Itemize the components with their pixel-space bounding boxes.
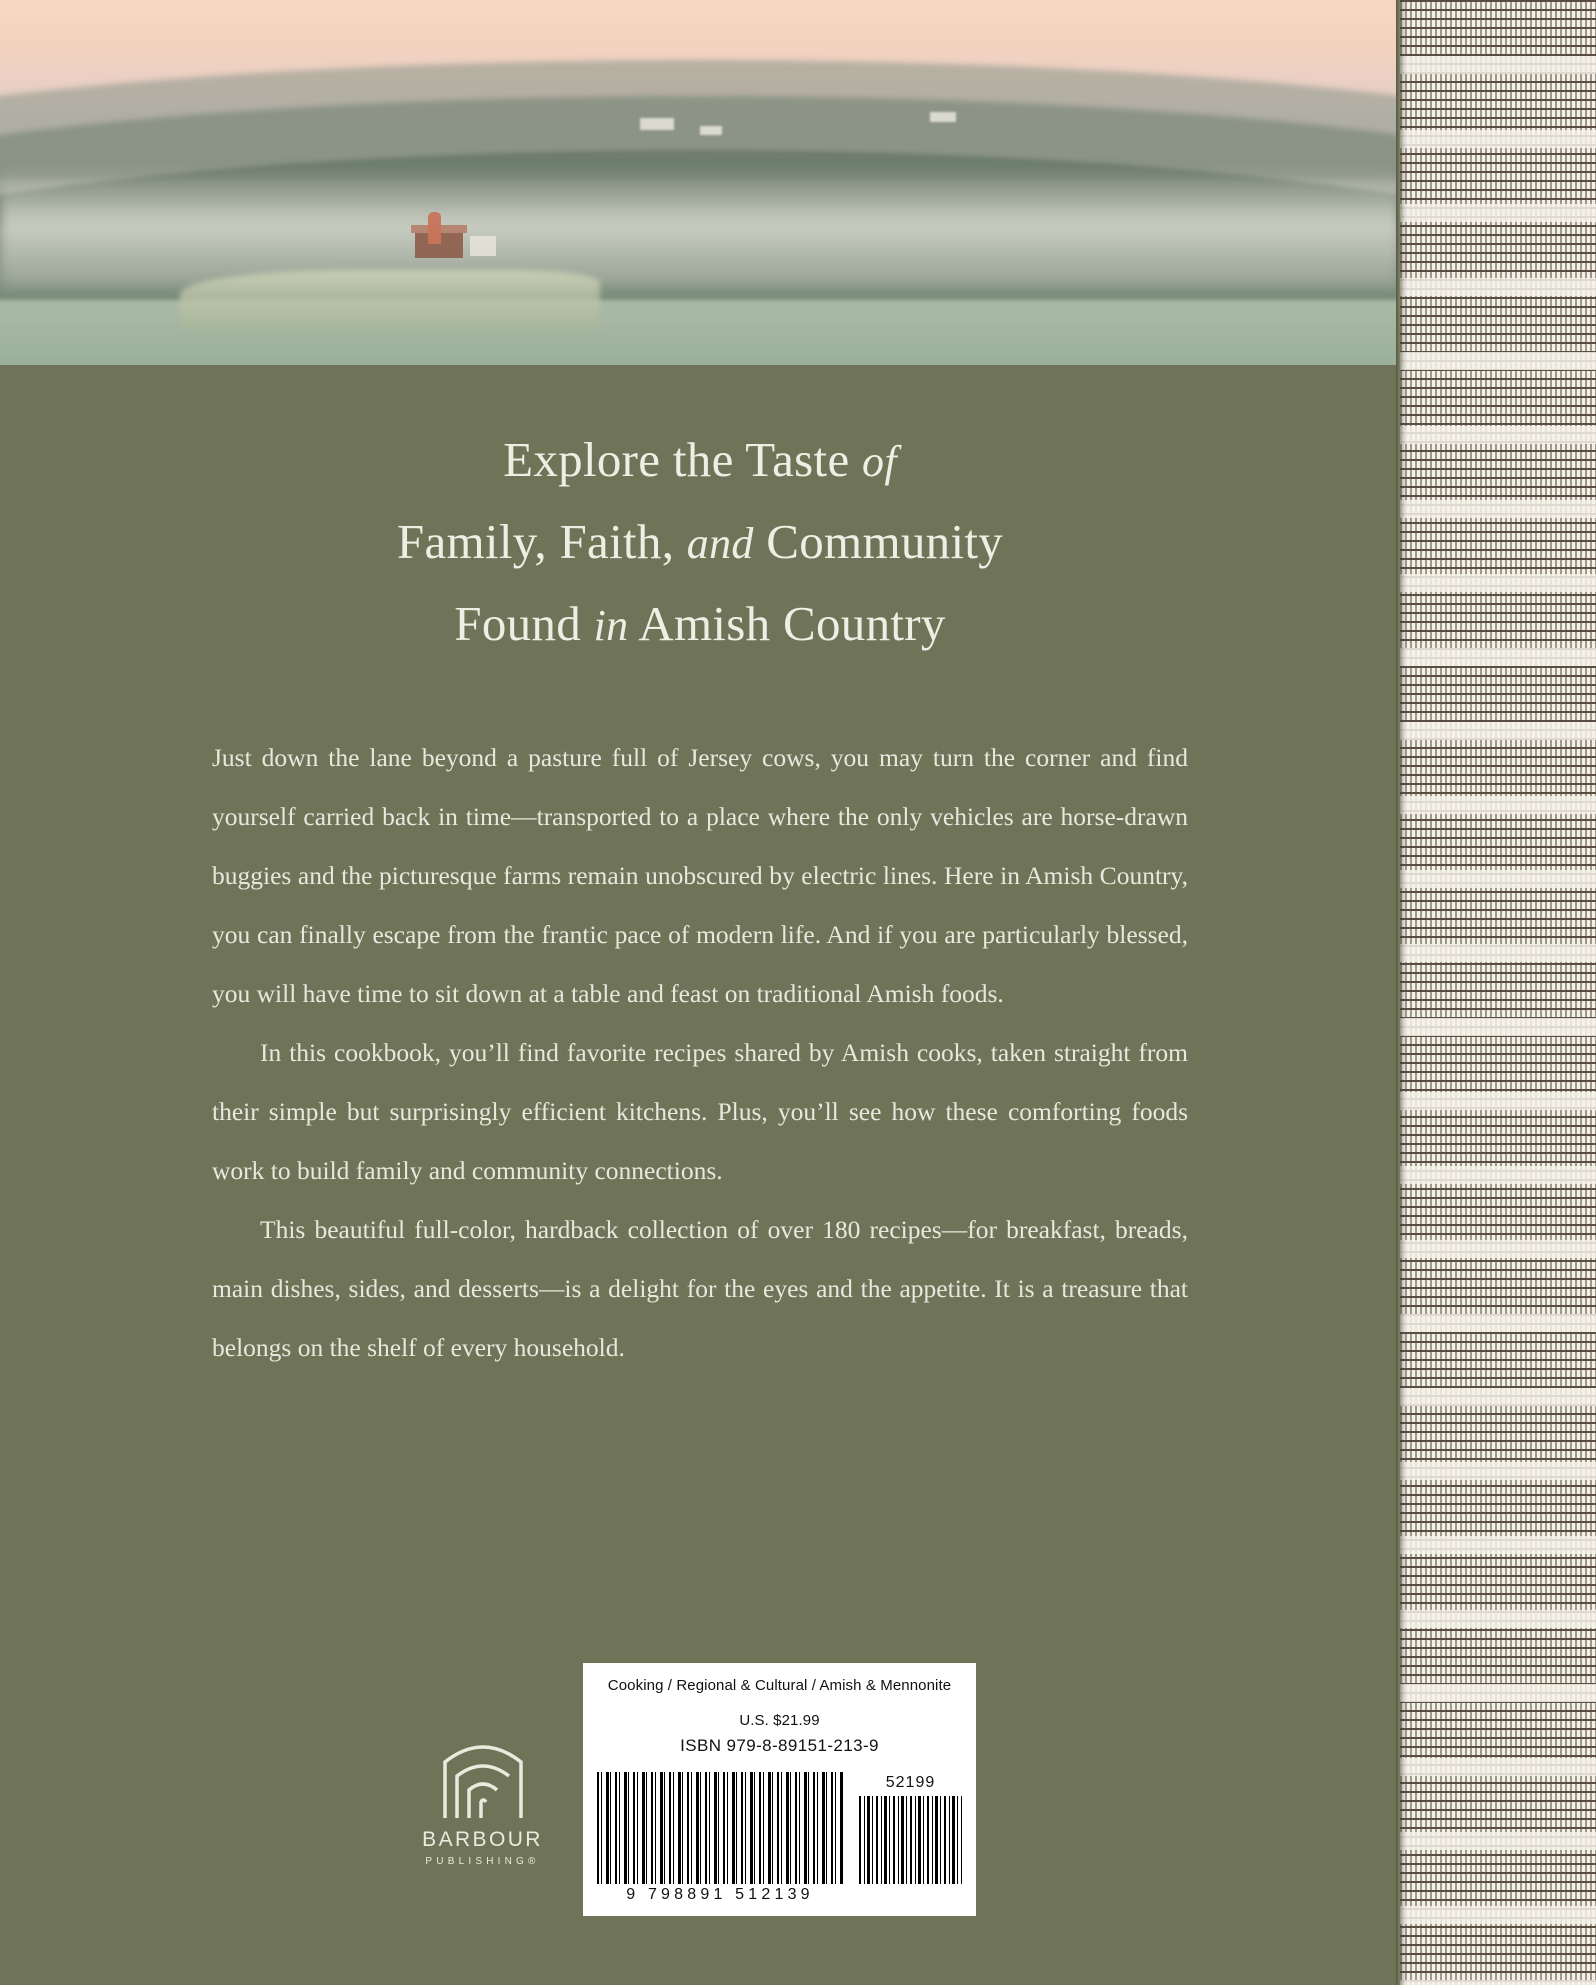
far-building-icon: [700, 126, 722, 135]
publisher-subtitle: PUBLISHING®: [425, 1856, 540, 1867]
barcode-addon-label: 52199: [885, 1774, 936, 1791]
barcode-row: [583, 1766, 976, 1916]
headline-line-2-text-a: Family, Faith,: [396, 514, 687, 569]
barcode-block: [583, 1663, 976, 1916]
price-label: U.S. $21.99: [739, 1712, 820, 1729]
headline-block: [0, 420, 1400, 666]
headline-line-1: [0, 420, 1400, 502]
headline-line-2-italic: and: [686, 519, 754, 568]
headline-line-3-italic: in: [593, 601, 629, 650]
ean5-bars: [859, 1796, 962, 1884]
treeline-icon: [0, 233, 1400, 365]
headline-line-3: [0, 584, 1400, 666]
bisac-category: Cooking / Regional & Cultural / Amish & Mennonite: [607, 1677, 952, 1694]
far-building-icon: [930, 112, 956, 122]
headline-line-1-text: Explore the Taste: [503, 432, 863, 487]
far-building-icon: [640, 118, 674, 130]
blurb-paragraph: This beautiful full-color, hardback collection of over 180 recipes—for breakfast, breads, main dishes, sides, and desserts—is a delight for the eyes and the appetite. It is a treasure that belongs on the shelf of every household.: [212, 1215, 1188, 1362]
ean5-addon-barcode-icon: [859, 1796, 962, 1884]
ean13-digits: 9 798891 512139: [626, 1886, 814, 1903]
barbour-wave-mark-icon: [439, 1736, 527, 1820]
blurb-paragraph: Just down the lane beyond a pasture full of Jersey cows, you may turn the corner and find yourself carried back in time—transported to a place where the only vehicles are horse-drawn buggies and the picturesque farms remain unobscured by electric lines. Here in Amish Country, you can finally escape from the frantic pace of modern life. And if you are particularly blessed, you will have time to sit down at a table and feast on traditional Amish foods.: [212, 743, 1188, 1008]
spine-shadow: [1400, 0, 1406, 1985]
cover-photograph: [0, 0, 1400, 365]
cloth-bands-texture: [1400, 0, 1596, 1985]
headline-line-2-text-b: Community: [753, 514, 1004, 569]
publisher-logo: [400, 1736, 565, 1867]
publisher-name: BARBOUR: [422, 1828, 543, 1851]
ean13-bars: [597, 1772, 843, 1884]
isbn-label: ISBN 979-8-89151-213-9: [680, 1736, 879, 1755]
headline-line-3-text-b: Amish Country: [628, 596, 946, 651]
headline-line-3-text-a: Found: [454, 596, 594, 651]
headline-line-2: [0, 502, 1400, 584]
headline-line-1-italic: of: [862, 437, 897, 486]
blurb-paragraph: In this cookbook, you’ll find favorite recipes shared by Amish cooks, taken straight from their simple but surprisingly efficient kitchens. Plus, you’ll see how these comforting foods work to build family and community connections.: [212, 1038, 1188, 1185]
back-cover-blurb: [212, 728, 1188, 1377]
ean13-barcode-icon: [597, 1772, 843, 1884]
cloth-spine: [1400, 0, 1596, 1985]
